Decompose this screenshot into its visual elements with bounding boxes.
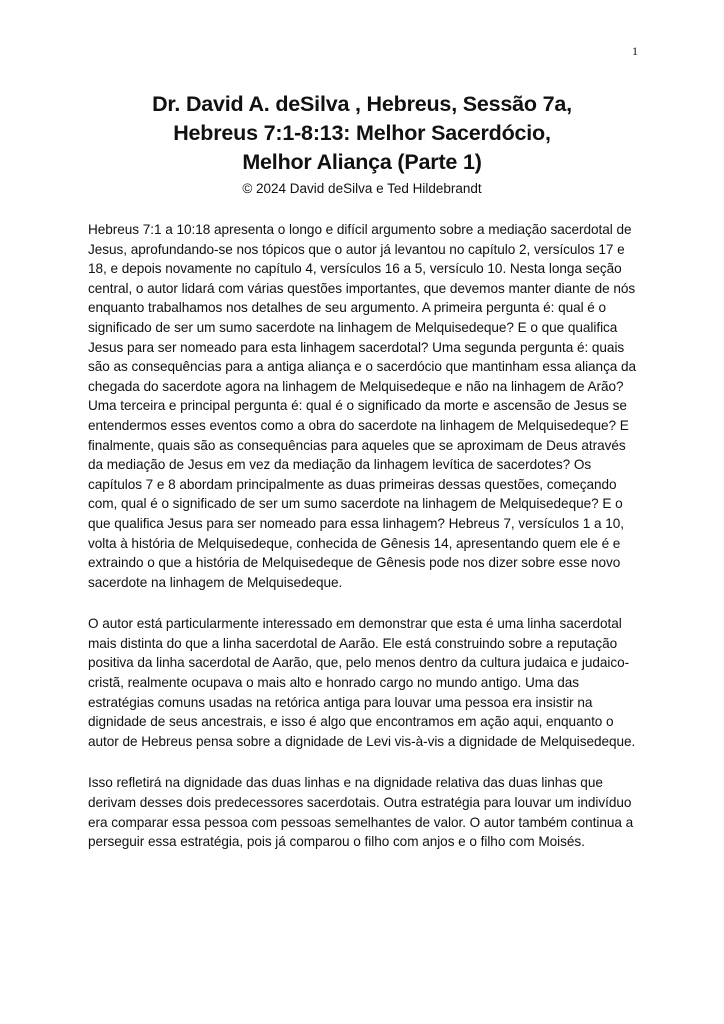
paragraph-2: O autor está particularmente interessado em demonstrar que esta é uma linha sacerdotal mais distinta do que a linha sacerdotal de Aarão. Ele está construindo sobre a reputação positiva da linha sacerdotal de Aarão, que, pelo menos dentro da cultura judaica e judaico-cristã, realmente ocupava o mais alto e honrado cargo no mundo antigo. Uma das estratégias comuns usadas na retórica antiga para louvar uma pessoa era insistir na dignidade de seus ancestrais, e isso é algo que encontramos em ação aqui, enquanto o autor de Hebreus pensa sobre a dignidade de Levi vis-à-vis a dignidade de Melquisedeque.	[88, 616, 636, 749]
body-text	[88, 220, 644, 874]
title-line-1: Dr. David A. deSilva , Hebreus, Sessão 7a,	[152, 92, 572, 116]
page-number: 1	[632, 44, 638, 58]
paragraph-3: Isso refletirá na dignidade das duas linhas e na dignidade relativa das duas linhas que derivam desses dois predecessores sacerdotais. Outra estratégia para louvar um indivíduo era comparar essa pessoa com pessoas semelhantes de valor. O autor também continua a perseguir essa estratégia, pois já comparou o filho com anjos e o filho com Moisés.	[88, 775, 634, 850]
title-block	[88, 90, 636, 199]
title-line-2: Hebreus 7:1-8:13: Melhor Sacerdócio,	[173, 121, 551, 145]
copyright-notice: © 2024 David deSilva e Ted Hildebrandt	[242, 181, 482, 196]
paragraph-1: Hebreus 7:1 a 10:18 apresenta o longo e difícil argumento sobre a mediação sacerdotal de Jesus, aprofundando-se nos tópicos que o autor já levantou no capítulo 2, versículos 17 e 18, e depois novamente no capítulo 4, versículos 16 a 5, versículo 10. Nesta longa seção central, o autor lidará com várias questões importantes, que devemos manter diante de nós enquanto trabalhamos nos detalhes de seu argumento. A primeira pergunta é: qual é o significado de ser um sumo sacerdote na linhagem de Melquisedeque? E o que qualifica Jesus para ser nomeado para esta linhagem sacerdotal? Uma segunda pergunta é: quais são as consequências para a antiga aliança e o sacerdócio que mantinham essa aliança da chegada do sacerdote agora na linhagem de Melquisedeque e não na linhagem de Arão? Uma terceira e principal pergunta é: qual é o significado da morte e ascensão de Jesus se entendermos esses eventos como a obra do sacerdote na linhagem de Melquisedeque? E finalmente, quais são as consequências para aqueles que se aproximam de Deus através da mediação de Jesus em vez da mediação da linhagem levítica de sacerdotes? Os capítulos 7 e 8 abordam principalmente as duas primeiras dessas questões, começando com, qual é o significado de ser um sumo sacerdote na linhagem de Melquisedeque? E o que qualifica Jesus para ser nomeado para essa linhagem? Hebreus 7, versículos 1 a 10, volta à história de Melquisedeque, conhecida de Gênesis 14, apresentando quem ele é e extraindo o que a história de Melquisedeque de Gênesis pode nos dizer sobre esse novo sacerdote na linhagem de Melquisedeque.	[88, 222, 637, 590]
title-line-3: Melhor Aliança (Parte 1)	[242, 150, 482, 174]
